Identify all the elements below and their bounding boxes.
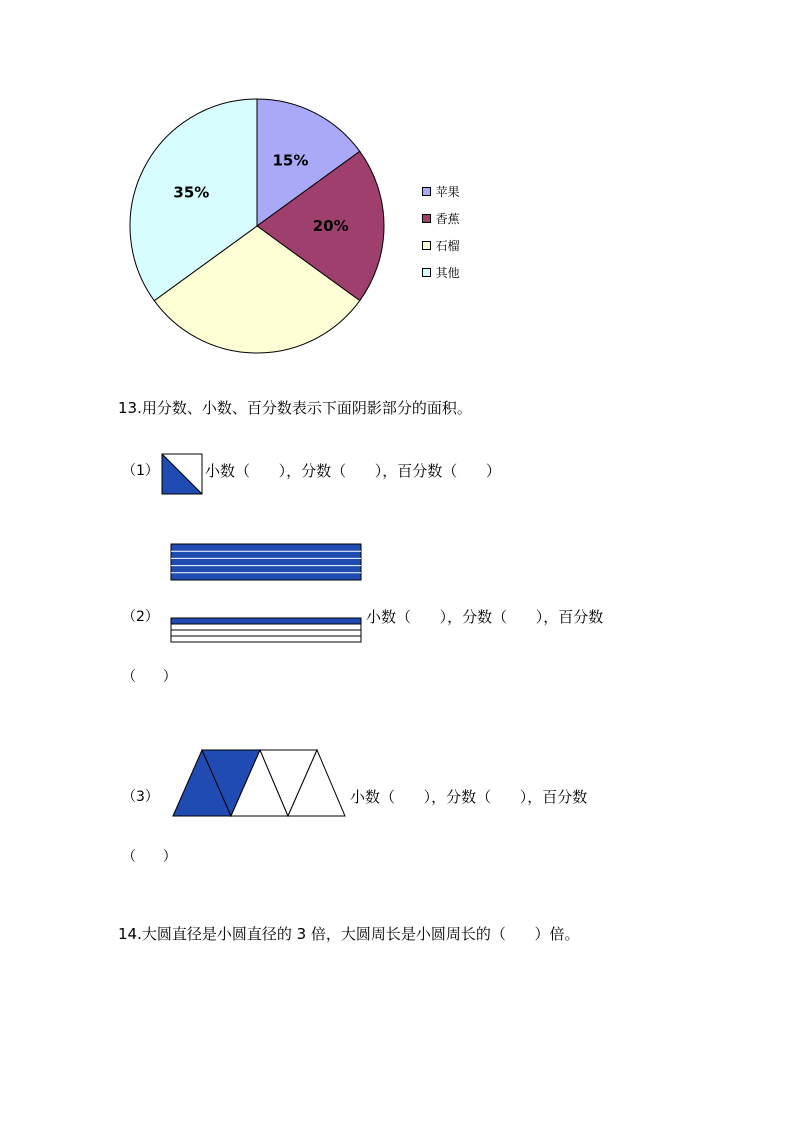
q13-p1-square-figure (161, 453, 203, 495)
legend-label-banana: 香蕉 (435, 212, 460, 226)
q13-p1-label: （1） (122, 463, 159, 479)
q13-p2-shaded-strip (171, 618, 361, 624)
q13-p1-answer: 小数（ ），分数（ ），百分数（ ） (205, 462, 501, 480)
q13-p2-partial-bar-figure (170, 617, 362, 643)
q14-title: 14.大圆直径是小圆直径的 3 倍，大圆周长是小圆周长的（ ）倍。 (118, 925, 580, 943)
legend-label-apple: 苹果 (435, 185, 460, 199)
pie-data-label: 35% (173, 183, 210, 202)
q13-p2-full-bar (171, 544, 361, 580)
q13-p2-label: （2） (122, 609, 159, 625)
pie-data-label: 15% (272, 151, 309, 170)
legend-item-other (414, 249, 460, 280)
legend-item-banana (414, 195, 460, 226)
q13-p3-triangles-figure (171, 749, 347, 819)
q13-p2-full-bar-figure (170, 543, 362, 581)
q13-p2-answer-cont: （ ） (122, 669, 177, 685)
q13-p3-answer-cont: （ ） (122, 849, 177, 865)
q13-title: 13.用分数、小数、百分数表示下面阴影部分的面积。 (118, 399, 472, 417)
pie-data-label: 20% (312, 217, 349, 235)
legend-item-pomegranate (414, 222, 460, 253)
q13-p3-answer: 小数（ ），分数（ ），百分数 (350, 788, 588, 806)
legend-swatch-other (422, 268, 431, 277)
legend-label-other: 其他 (435, 266, 460, 280)
q13-p3-label: （3） (122, 789, 159, 805)
legend-item-apple (414, 168, 460, 199)
q13-p2-answer: 小数（ ），分数（ ），百分数 (366, 608, 604, 626)
pie-chart (0, 0, 794, 380)
legend-label-pomegranate: 石榴 (435, 239, 460, 253)
